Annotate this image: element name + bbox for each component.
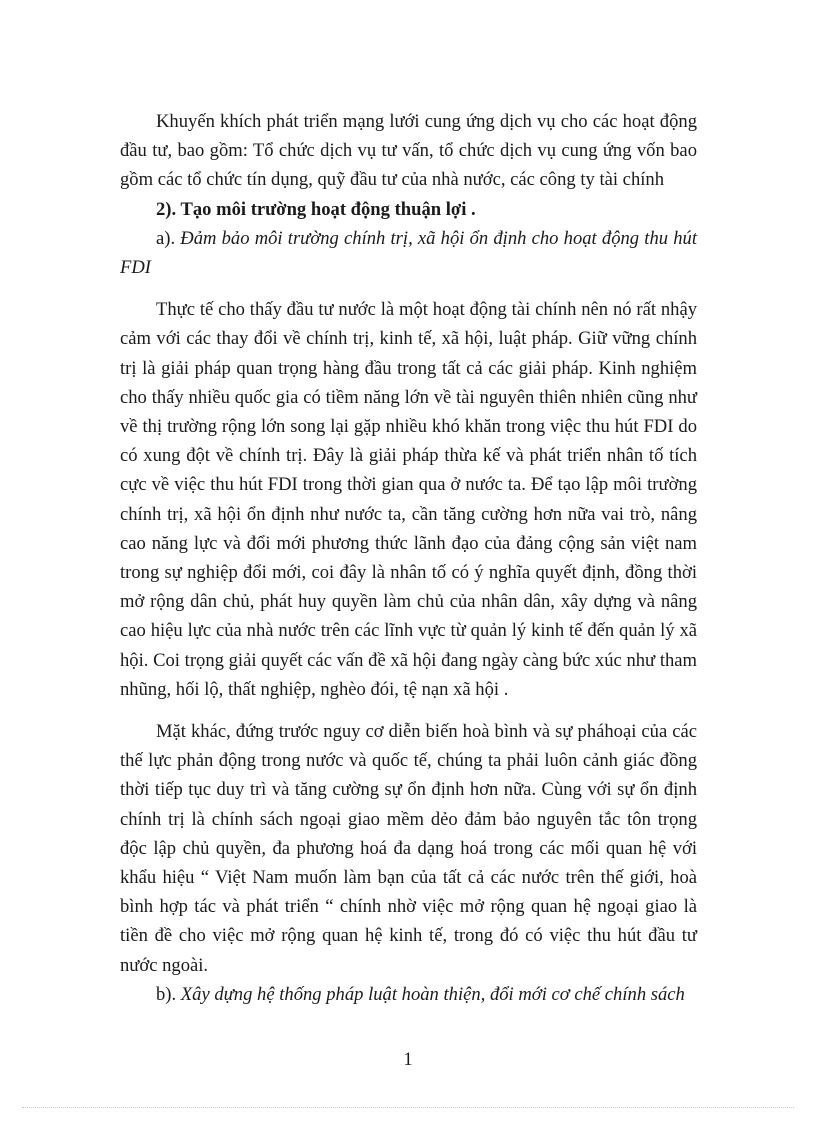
page-bottom-border xyxy=(22,1107,794,1108)
subheading-b-marker: b). xyxy=(156,983,181,1005)
subheading-b xyxy=(120,980,697,1009)
paragraph-services-network: Khuyến khích phát triển mạng lưới cung ứng dịch vụ cho các hoạt động đầu tư, bao gồm: Tổ chức dịch vụ tư vấn, tổ chức dịch vụ cung ứng vốn bao gồm các tổ chức tín dụng, quỹ đầu tư của nhà nước, các công ty tài chính xyxy=(120,111,697,191)
subheading-a-text: Đảm bảo môi trường chính trị, xã hội ổn định cho hoạt động thu hút FDI xyxy=(120,227,697,279)
paragraph-political-stability: Thực tế cho thấy đầu tư nước là một hoạt động tài chính nên nó rất nhậy cảm với các thay đổi về chính trị, kinh tế, xã hội, luật pháp. Giữ vững chính trị là giải pháp quan trọng hàng đầu trong tất cả các giải pháp. Kinh nghiệm cho thấy nhiều quốc gia có tiềm năng lớn về tài nguyên thiên nhiên cũng như về thị trường rộng lớn song lại gặp nhiều khó khăn trong việc thu hút FDI do có xung đột về chính trị. Đây là giải pháp thừa kế và phát triển nhân tố tích cực về việc thu hút FDI trong thời gian qua ở nước ta. Để tạo lập môi trường chính trị, xã hội ổn định như nước ta, cần tăng cường hơn nữa vai trò, nâng cao năng lực và đổi mới phương thức lãnh đạo của đảng cộng sản việt nam trong sự nghiệp đổi mới, coi đây là nhân tố có ý nghĩa quyết định, đồng thời mở rộng dân chủ, phát huy quyền làm chủ của nhân dân, xây dựng và nâng cao hiệu lực của nhà nước trên các lĩnh vực từ quản lý kinh tế đến quản lý xã hội. Coi trọng giải quyết các vấn đề xã hội đang ngày càng bức xúc như tham nhũng, hối lộ, thất nghiệp, nghèo đói, tệ nạn xã hội . xyxy=(120,299,697,700)
subheading-a xyxy=(120,224,697,282)
section-heading-2: 2). Tạo môi trường hoạt động thuận lợi . xyxy=(156,198,476,220)
page-number: 1 xyxy=(403,1049,413,1070)
paragraph-foreign-policy: Mặt khác, đứng trước nguy cơ diễn biến hoà bình và sự pháhoại của các thế lực phản động trong nước và quốc tế, chúng ta phải luôn cảnh giác đồng thời tiếp tục duy trì và tăng cường sự ổn định hơn nữa. Cùng với sự ổn định chính trị là chính sách ngoại giao mềm dẻo đảm bảo nguyên tắc tôn trọng độc lập chủ quyền, đa phương hoá đa dạng hoá trong các mối quan hệ với khẩu hiệu “ Việt Nam muốn làm bạn của tất cả các nước trên thế giới, hoà bình hợp tác và phát triển “ chính nhờ việc mở rộng quan hệ ngoại giao là tiền đề cho việc mở rộng quan hệ kinh tế, trong đó có việc thu hút đầu tư nước ngoài. xyxy=(120,721,697,976)
document-body xyxy=(120,107,697,1009)
subheading-b-text: Xây dựng hệ thống pháp luật hoàn thiện, đổi mới cơ chế chính sách xyxy=(180,983,685,1005)
subheading-a-marker: a). xyxy=(156,227,181,249)
